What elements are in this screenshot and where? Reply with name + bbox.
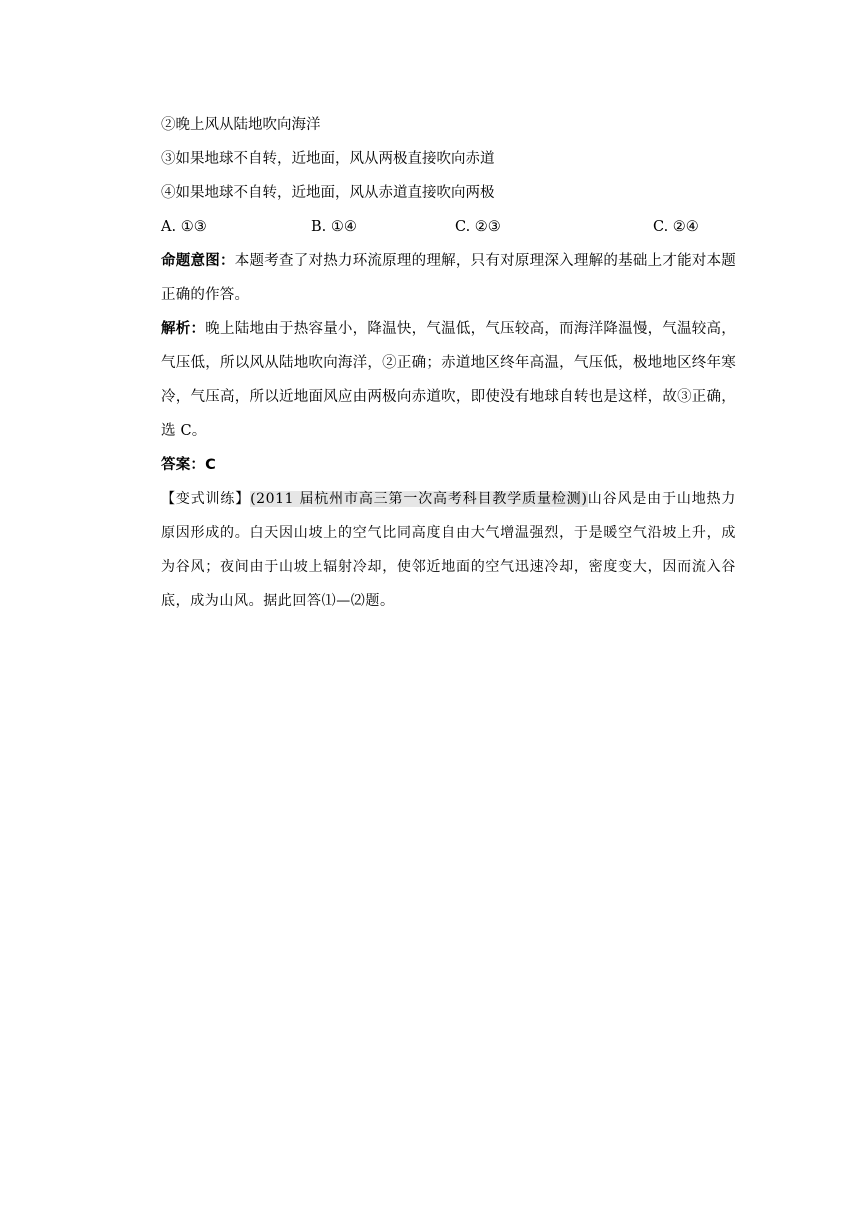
answer-options: [161, 210, 736, 244]
variant-label: 【变式训练】: [161, 491, 251, 507]
answer-value: C: [205, 457, 216, 473]
intent-text: 本题考查了对热力环流原理的理解，只有对原理深入理解的基础上才能对本题正确的作答。: [161, 253, 737, 303]
variant-text: 山谷风是由于山地热力原因形成的。白天因山坡上的空气比同高度自由大气增温强烈，于是暖空气沿坡上升，成为谷风；夜间由于山坡上辐射冷却，使邻近地面的空气迅速冷却，密度变大，因而流入谷底，成为山风。据此回答⑴—⑵题。: [161, 491, 737, 609]
statement-2: ②晚上风从陆地吹向海洋: [161, 117, 321, 133]
variant-paragraph: [161, 482, 736, 618]
intent-label: 命题意图：: [161, 253, 235, 269]
answer-label: 答案：: [161, 457, 206, 473]
variant-source: (2011 届杭州市高三第一次高考科目教学质量检测): [250, 491, 588, 507]
option-c: C. ②③: [455, 219, 501, 235]
answer-paragraph: [161, 448, 736, 482]
analysis-label: 解析：: [161, 321, 206, 337]
option-d: C. ②④: [653, 219, 699, 235]
statement-3: ③如果地球不自转，近地面，风从两极直接吹向赤道: [161, 151, 495, 167]
statement-4: ④如果地球不自转，近地面，风从赤道直接吹向两极: [161, 185, 495, 201]
option-b: B. ①④: [311, 219, 357, 235]
analysis-paragraph: [161, 312, 736, 448]
document-page: [161, 108, 736, 618]
option-a: A. ①③: [161, 219, 207, 235]
analysis-text: 晚上陆地由于热容量小，降温快，气温低，气压较高，而海洋降温慢，气温较高，气压低，所以风从陆地吹向海洋，②正确；赤道地区终年高温，气压低，极地地区终年寒冷，气压高，所以近地面风应由两极向赤道吹，即使没有地球自转也是这样，故③正确，选 C。: [161, 321, 736, 439]
intent-paragraph: [161, 244, 736, 312]
